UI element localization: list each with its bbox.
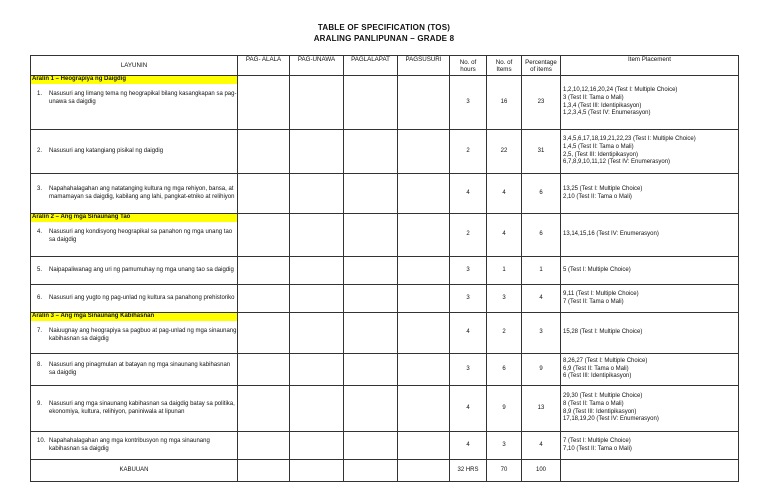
total-percentage: 100: [522, 460, 561, 482]
header-items: No. of Items: [487, 56, 522, 76]
learning-competency: [31, 328, 237, 344]
cognitive-level-cell: [238, 214, 290, 257]
cognitive-level-cell: [344, 386, 398, 432]
layunin-cell: [31, 214, 238, 257]
layunin-cell: [31, 257, 238, 285]
placement-line: 7,10 (Test II: Tama o Mali): [563, 445, 632, 452]
placement-line: 3 (Test II: Tama o Mali): [563, 94, 624, 101]
placement-line: 13,25 (Test I: Multiple Choice): [563, 185, 643, 192]
cognitive-level-cell: [290, 174, 344, 214]
cognitive-level-cell: [238, 386, 290, 432]
total-empty-1: [238, 460, 290, 482]
placement-line: 15,28 (Test I: Multiple Choice): [563, 329, 643, 336]
header-paglalapat: PAGLALAPAT: [344, 56, 398, 76]
competency-text: Nasusuri ang mga sinaunang kabihasnan sa daigdig batay sa politika, ekonomiya, kultura, relihiyon, paniniwala at lipunan: [49, 400, 235, 415]
aralin-heading: Aralin 3 – Ang mga Sinaunang Kabihasnan: [31, 313, 237, 321]
cognitive-level-cell: [398, 432, 450, 460]
total-items: 70: [487, 460, 522, 482]
placement-line: 2,5, (Test III: Identipikasyon): [563, 151, 639, 158]
cognitive-level-cell: [398, 214, 450, 257]
table-row: [31, 76, 739, 130]
item-placement-cell: [561, 76, 739, 130]
items-cell: 3: [487, 285, 522, 313]
items-cell: 6: [487, 354, 522, 386]
percentage-cell: 3: [522, 313, 561, 354]
total-empty-3: [344, 460, 398, 482]
cognitive-level-cell: [238, 76, 290, 130]
table-row: [31, 174, 739, 214]
cognitive-level-cell: [290, 130, 344, 174]
cognitive-level-cell: [398, 285, 450, 313]
percentage-cell: 1: [522, 257, 561, 285]
placement-line: 6,7,8,9,10,11,12 (Test IV: Enumerasyon): [563, 159, 671, 166]
layunin-cell: [31, 130, 238, 174]
hours-cell: 3: [450, 257, 487, 285]
title-line-1: TABLE OF SPECIFICATION (TOS): [317, 23, 451, 32]
percentage-cell: 6: [522, 174, 561, 214]
header-percentage: Percentage of items: [522, 56, 561, 76]
total-row: [31, 460, 739, 482]
cognitive-level-cell: [344, 130, 398, 174]
placement-line: 8 (Test II: Tama o Mali): [563, 400, 624, 407]
hours-cell: 3: [450, 354, 487, 386]
total-hours: 32 HRS: [450, 460, 487, 482]
cognitive-level-cell: [238, 174, 290, 214]
header-pagsusuri: PAGSUSURI: [398, 56, 450, 76]
cognitive-level-cell: [344, 285, 398, 313]
cognitive-level-cell: [290, 257, 344, 285]
competency-text: Naipapaliwanag ang uri ng pamumuhay ng mga unang tao sa daigdig: [49, 266, 234, 273]
cognitive-level-cell: [344, 313, 398, 354]
cognitive-level-cell: [344, 214, 398, 257]
table-row: [31, 285, 739, 313]
aralin-heading: Aralin 2 – Ang mga Sinaunang Tao: [31, 214, 237, 222]
item-placement-cell: [561, 386, 739, 432]
learning-competency: [31, 401, 237, 417]
placement-line: 1,2,10,12,16,20,24 (Test I: Multiple Choice): [563, 86, 678, 93]
placement-line: 7 (Test I: Multiple Choice): [563, 437, 631, 444]
cognitive-level-cell: [398, 174, 450, 214]
layunin-cell: [31, 386, 238, 432]
competency-text: Nasusuri ang kondisyong heograpikal sa panahon ng mga unang tao sa daigdig: [49, 228, 233, 243]
percentage-cell: 13: [522, 386, 561, 432]
hours-cell: 3: [450, 285, 487, 313]
competency-text: Naiuugnay ang heograpiya sa pagbuo at pag-unlad ng mga sinaunang kabihasnan sa daigdig: [49, 327, 237, 342]
placement-line: 17,18,19,20 (Test IV: Enumerasyon): [563, 416, 659, 423]
item-placement-cell: [561, 214, 739, 257]
learning-competency: [31, 438, 237, 454]
competency-text: Nasusuri ang pinagmulan at batayan ng mga sinaunang kabihasnan sa daigdig: [49, 361, 231, 376]
percentage-cell: 9: [522, 354, 561, 386]
items-cell: 3: [487, 432, 522, 460]
items-cell: 22: [487, 130, 522, 174]
title-line-2: ARALING PANLIPUNAN – GRADE 8: [313, 34, 455, 43]
competency-number: 10.: [37, 437, 46, 444]
layunin-cell: [31, 313, 238, 354]
layunin-cell: [31, 354, 238, 386]
placement-line: 8,26,27 (Test I: Multiple Choice): [563, 357, 648, 364]
header-placement: Item Placement: [561, 56, 739, 76]
placement-line: 29,30 (Test I: Multiple Choice): [563, 392, 643, 399]
cognitive-level-cell: [238, 313, 290, 354]
layunin-cell: [31, 285, 238, 313]
competency-number: 7.: [37, 327, 43, 334]
hours-cell: 4: [450, 174, 487, 214]
table-row: [31, 354, 739, 386]
placement-line: 1,3,4 (Test III: Identipikasyon): [563, 102, 642, 109]
layunin-cell: [31, 76, 238, 130]
competency-text: Nasusuri ang limang tema ng heograpikal bilang kasangkapan sa pag-unawa sa daigdig: [49, 90, 237, 105]
competency-number: 9.: [37, 400, 43, 407]
placement-line: 3,4,5,6,17,18,19,21,22,23 (Test I: Multiple Choice): [563, 135, 696, 142]
items-cell: 4: [487, 214, 522, 257]
placement-line: 2,10 (Test II: Tama o Mali): [563, 193, 632, 200]
learning-competency: [31, 362, 237, 378]
cognitive-level-cell: [290, 313, 344, 354]
items-cell: 2: [487, 313, 522, 354]
items-cell: 9: [487, 386, 522, 432]
item-placement-cell: [561, 285, 739, 313]
competency-text: Napahahalagahan ang mga kontribusyon ng mga sinaunang kabihasnan sa daigdig: [49, 437, 210, 452]
item-placement-cell: [561, 174, 739, 214]
hours-cell: 2: [450, 214, 487, 257]
item-placement-cell: [561, 257, 739, 285]
cognitive-level-cell: [290, 214, 344, 257]
cognitive-level-cell: [398, 313, 450, 354]
item-placement-cell: [561, 313, 739, 354]
placement-line: 5 (Test I: Multiple Choice): [563, 266, 631, 273]
header-pag-unawa: PAG-UNAWA: [290, 56, 344, 76]
cognitive-level-cell: [344, 174, 398, 214]
hours-cell: 4: [450, 432, 487, 460]
competency-number: 1.: [37, 90, 43, 97]
hours-cell: 3: [450, 76, 487, 130]
percentage-cell: 6: [522, 214, 561, 257]
header-layunin: LAYUNIN: [31, 56, 238, 76]
aralin-heading: Aralin 1 – Heograpiya ng Daigdig: [31, 76, 237, 84]
competency-number: 4.: [37, 228, 43, 235]
learning-competency: [31, 295, 237, 303]
placement-line: 13,14,15,16 (Test IV: Enumerasyon): [563, 231, 659, 238]
cognitive-level-cell: [290, 432, 344, 460]
hours-cell: 2: [450, 130, 487, 174]
table-row: [31, 432, 739, 460]
table-row: [31, 386, 739, 432]
cognitive-level-cell: [344, 76, 398, 130]
competency-text: Nasusuri ang katangiang pisikal ng daigdig: [49, 147, 164, 154]
item-placement-cell: [561, 354, 739, 386]
item-placement-cell: [561, 432, 739, 460]
header-hours: No. of hours: [450, 56, 487, 76]
competency-number: 3.: [37, 185, 43, 192]
cognitive-level-cell: [344, 432, 398, 460]
layunin-cell: [31, 432, 238, 460]
placement-line: 9,11 (Test I: Multiple Choice): [563, 290, 639, 297]
cognitive-level-cell: [238, 130, 290, 174]
percentage-cell: 31: [522, 130, 561, 174]
competency-number: 6.: [37, 294, 43, 301]
table-row: [31, 313, 739, 354]
placement-line: 7 (Test II: Tama o Mali): [563, 298, 624, 305]
total-empty-5: [561, 460, 739, 482]
table-row: [31, 214, 739, 257]
layunin-cell: [31, 174, 238, 214]
competency-text: Napahahalagahan ang natatanging kultura ng mga rehiyon, bansa, at mamamayan sa daigdig, kabilang ang lahi, pangkat-etniko at relihiyon: [49, 185, 235, 200]
competency-number: 5.: [37, 266, 43, 273]
competency-number: 2.: [37, 147, 43, 154]
cognitive-level-cell: [398, 76, 450, 130]
document-title: [0, 22, 768, 44]
cognitive-level-cell: [238, 285, 290, 313]
cognitive-level-cell: [238, 432, 290, 460]
hours-cell: 4: [450, 313, 487, 354]
tos-table: [30, 55, 739, 482]
table-row: [31, 257, 739, 285]
learning-competency: [31, 229, 237, 245]
placement-line: 1,4,5 (Test II: Tama o Mali): [563, 143, 634, 150]
placement-line: 1,2,3,4,5 (Test IV: Enumerasyon): [563, 110, 651, 117]
total-empty-2: [290, 460, 344, 482]
cognitive-level-cell: [290, 76, 344, 130]
cognitive-level-cell: [290, 354, 344, 386]
table-row: [31, 130, 739, 174]
cognitive-level-cell: [290, 285, 344, 313]
header-pag-alala: PAG- ALALA: [238, 56, 290, 76]
placement-line: 8,9 (Test III: Identipikasyon): [563, 408, 637, 415]
cognitive-level-cell: [398, 130, 450, 174]
items-cell: 4: [487, 174, 522, 214]
header-row: [31, 56, 739, 76]
percentage-cell: 4: [522, 285, 561, 313]
learning-competency: [31, 148, 237, 156]
cognitive-level-cell: [398, 354, 450, 386]
cognitive-level-cell: [344, 257, 398, 285]
cognitive-level-cell: [238, 257, 290, 285]
items-cell: 1: [487, 257, 522, 285]
hours-cell: 4: [450, 386, 487, 432]
total-empty-4: [398, 460, 450, 482]
placement-line: 6,9 (Test II: Tama o Mali): [563, 365, 629, 372]
competency-number: 8.: [37, 361, 43, 368]
cognitive-level-cell: [238, 354, 290, 386]
cognitive-level-cell: [290, 386, 344, 432]
competency-text: Nasusuri ang yugto ng pag-unlad ng kultura sa panahong prehistoriko: [49, 294, 235, 301]
item-placement-cell: [561, 130, 739, 174]
cognitive-level-cell: [398, 386, 450, 432]
total-label: KABUUAN: [31, 460, 238, 482]
percentage-cell: 4: [522, 432, 561, 460]
learning-competency: [31, 186, 237, 202]
cognitive-level-cell: [398, 257, 450, 285]
learning-competency: [31, 91, 237, 107]
placement-line: 6 (Test III: Identipikasyon): [563, 373, 632, 380]
percentage-cell: 23: [522, 76, 561, 130]
learning-competency: [31, 267, 237, 275]
cognitive-level-cell: [344, 354, 398, 386]
items-cell: 16: [487, 76, 522, 130]
